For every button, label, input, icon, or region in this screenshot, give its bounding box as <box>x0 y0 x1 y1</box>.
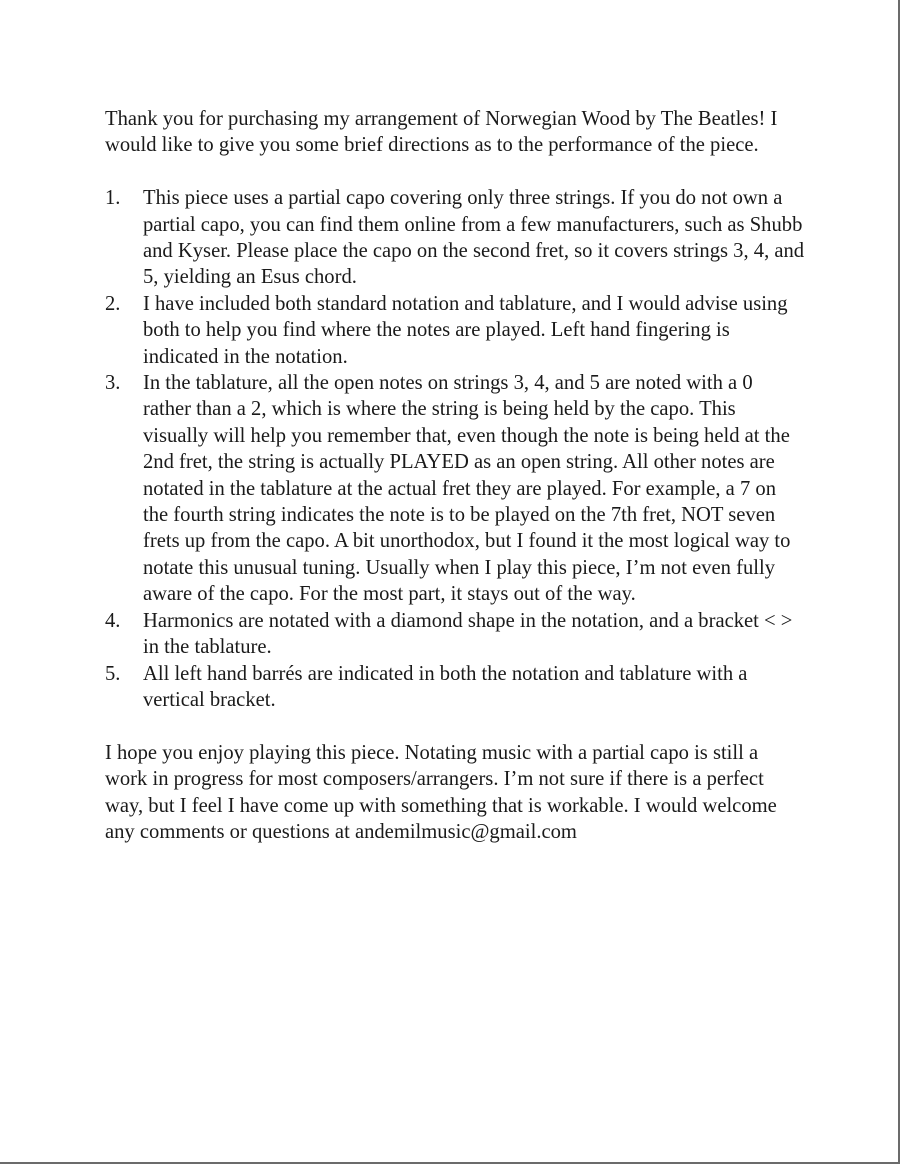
list-item-number: 3. <box>105 372 121 395</box>
closing-paragraph: I hope you enjoy playing this piece. Notating music with a partial capo is still a work in progress for most composers/arrangers. I’m not sure if there is a perfect way, but I feel I have come up with something that is workable. I would welcome any comments or questions at andemilmusic@gmail.com <box>105 741 777 843</box>
list-item-text: In the tablature, all the open notes on strings 3, 4, and 5 are noted with a 0 rather than a 2, which is where the string is being held by the capo. This visually will help you remember that, even though the note is being held at the 2nd fret, the string is actually PLAYED as an open string. All other notes are notated in the tablature at the actual fret they are played. For example, a 7 on the fourth string indicates the note is to be played on the 7th fret, NOT seven frets up from the capo. A bit unorthodox, but I found it the most logical way to notate this unusual tuning. Usually when I play this piece, I’m not even fully aware of the capo. For the most part, it stays out of the way. <box>143 372 791 606</box>
list-item-number: 4. <box>105 609 121 632</box>
list-item <box>105 661 805 714</box>
list-item <box>105 185 805 291</box>
list-item-text: Harmonics are notated with a diamond shape in the notation, and a bracket < > in the tablature. <box>143 609 793 659</box>
directions-list <box>105 185 805 713</box>
list-item-number: 5. <box>105 662 121 685</box>
list-item <box>105 608 805 661</box>
list-item <box>105 370 805 608</box>
intro-paragraph: Thank you for purchasing my arrangement of Norwegian Wood by The Beatles! I would like to give you some brief directions as to the performance of the piece. <box>105 108 778 157</box>
list-item-number: 2. <box>105 292 121 315</box>
list-item-text: All left hand barrés are indicated in both the notation and tablature with a vertical bracket. <box>143 662 748 711</box>
list-item-number: 1. <box>105 187 121 210</box>
list-item <box>105 291 805 370</box>
list-item-text: I have included both standard notation and tablature, and I would advise using both to help you find where the notes are played. Left hand fingering is indicated in the notation. <box>143 292 788 368</box>
document-body <box>105 106 805 845</box>
list-item-text: This piece uses a partial capo covering only three strings. If you do not own a partial capo, you can find them online from a few manufacturers, such as Shubb and Kyser. Please place the capo on the second fret, so it covers strings 3, 4, and 5, yielding an Esus chord. <box>143 187 805 289</box>
